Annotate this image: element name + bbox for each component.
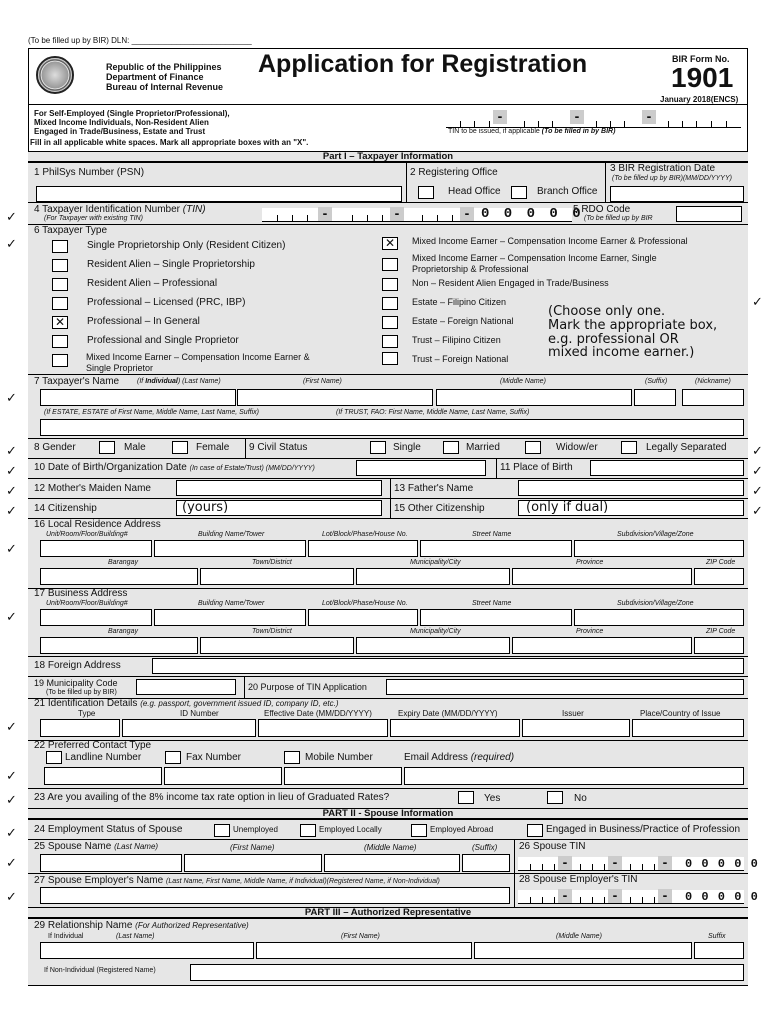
address-caption: Subdivision/Village/Zone — [617, 531, 694, 538]
check-icon: ✓ — [6, 719, 17, 734]
type-label-line-2: Proprietorship & Professional — [412, 264, 529, 274]
check-icon: ✓ — [6, 236, 17, 251]
no-checkbox[interactable] — [547, 791, 563, 804]
type-checkbox[interactable] — [52, 240, 68, 253]
field-4-label: 4 Taxpayer Identification Number (TIN) — [34, 204, 206, 215]
yes-checkbox[interactable] — [458, 791, 474, 804]
id-column-caption: Effective Date (MM/DD/YYYY) — [264, 709, 372, 718]
form-date: January 2018(ENCS) — [660, 95, 739, 104]
mother-name-field[interactable] — [176, 480, 382, 496]
business-street-field[interactable] — [420, 609, 572, 626]
first-name-caption: (First Name) — [303, 378, 342, 385]
branch-office-label: Branch Office — [537, 186, 598, 197]
annotation-line: e.g. professional OR — [548, 332, 679, 347]
separated-checkbox[interactable] — [621, 441, 637, 454]
rep-suffix-field[interactable] — [694, 942, 744, 959]
residence-lot-field[interactable] — [308, 540, 418, 557]
type-checkbox[interactable] — [52, 259, 68, 272]
head-office-label: Head Office — [448, 186, 501, 197]
field-11-label: 11 Place of Birth — [500, 462, 573, 473]
id-expiry-date-field[interactable] — [390, 719, 520, 737]
business-barangay-field[interactable] — [40, 637, 198, 654]
field-2-label: 2 Registering Office — [410, 167, 498, 178]
field-26-label: 26 Spouse TIN — [519, 841, 586, 852]
field-24-label: 24 Employment Status of Spouse — [34, 824, 183, 835]
residence-building-field[interactable] — [154, 540, 306, 557]
residence-barangay-field[interactable] — [40, 568, 198, 585]
business-building-field[interactable] — [154, 609, 306, 626]
field-20-label: 20 Purpose of TIN Application — [248, 682, 367, 692]
check-icon: ✓ — [752, 443, 763, 458]
type-label: Non – Resident Alien Engaged in Trade/Business — [412, 278, 609, 288]
annotation-line: mixed income earner.) — [548, 345, 695, 360]
field-29-label: 29 Relationship Name (For Authorized Representative) — [34, 920, 249, 931]
part-3-header: PART III – Authorized Representative — [28, 907, 748, 918]
id-column-caption: Expiry Date (MM/DD/YYYY) — [398, 709, 498, 718]
fax-checkbox[interactable] — [165, 751, 181, 764]
type-label: Professional – Licensed (PRC, IBP) — [87, 297, 246, 308]
field-9-label: 9 Civil Status — [249, 442, 308, 453]
estate-note: (If ESTATE, ESTATE of First Name, Middle Name, Last Name, Suffix) — [44, 409, 259, 416]
unemployed-label: Unemployed — [233, 825, 278, 834]
dln-label: (To be filled up by BIR) DLN: ___________________________ — [28, 36, 252, 45]
address-caption: Barangay — [108, 559, 138, 566]
republic-label: Republic of the Philippines — [106, 62, 222, 72]
type-label: Mixed Income Earner – Compensation Income Earner & — [86, 352, 310, 362]
address-caption: Unit/Room/Floor/Building# — [46, 600, 128, 607]
form-number: 1901 — [671, 62, 734, 93]
psn-field[interactable] — [36, 186, 402, 202]
field-23-label: 23 Are you availing of the 8% income tax rate option in lieu of Graduated Rates? — [34, 792, 390, 803]
check-icon: ✓ — [6, 463, 17, 478]
business-lot-field[interactable] — [308, 609, 418, 626]
bureau-label: Bureau of Internal Revenue — [106, 82, 224, 92]
type-label: Mixed Income Earner – Compensation Income Earner, Single — [412, 253, 657, 263]
male-checkbox[interactable] — [99, 441, 115, 454]
field-7-if: (If Individual) (Last Name) — [137, 378, 221, 385]
tin-separator: - — [570, 110, 584, 124]
field-3-label: 3 BIR Registration Date — [610, 163, 716, 174]
female-checkbox[interactable] — [172, 441, 188, 454]
type-checkbox[interactable] — [382, 316, 398, 329]
address-caption: Subdivision/Village/Zone — [617, 600, 694, 607]
mobile-field[interactable] — [284, 767, 402, 785]
field-8-label: 8 Gender — [34, 442, 76, 453]
employed-abroad-label: Employed Abroad — [430, 825, 494, 834]
type-label: Resident Alien – Professional — [87, 278, 218, 289]
field-5-note: (To be filled up by BIR — [584, 215, 653, 222]
field-1-label: 1 PhilSys Number (PSN) — [34, 167, 145, 178]
check-icon: ✓ — [6, 825, 17, 840]
field-14-label: 14 Citizenship — [34, 503, 97, 514]
id-type-field[interactable] — [40, 719, 120, 737]
field-19-note: (To be filled up by BIR) — [46, 689, 117, 696]
suffix-caption: (Suffix) — [645, 378, 668, 385]
first-name-field[interactable] — [237, 389, 433, 406]
type-checkbox[interactable] — [52, 335, 68, 348]
employed-abroad-checkbox[interactable] — [411, 824, 427, 837]
business-checkbox[interactable] — [527, 824, 543, 837]
spouse-first-name-field[interactable] — [184, 854, 322, 872]
id-effective-date-field[interactable] — [258, 719, 388, 737]
id-column-caption: Issuer — [562, 709, 584, 718]
landline-checkbox[interactable] — [46, 751, 62, 764]
residence-subdivision-field[interactable] — [574, 540, 744, 557]
field-12-label: 12 Mother's Maiden Name — [34, 483, 151, 494]
father-name-field[interactable] — [518, 480, 744, 496]
suffix-caption: Suffix — [708, 933, 726, 940]
field-15-label: 15 Other Citizenship — [394, 503, 485, 514]
business-subdivision-field[interactable] — [574, 609, 744, 626]
widow-label: Widow/er — [556, 442, 598, 453]
address-caption: Building Name/Tower — [198, 600, 265, 607]
middle-name-caption: (Middle Name) — [364, 843, 417, 852]
field-19-label: 19 Municipality Code — [34, 678, 118, 688]
type-label: Trust – Filipino Citizen — [412, 335, 501, 345]
spouse-employer-name-field[interactable] — [40, 887, 510, 904]
address-caption: Street Name — [472, 531, 512, 538]
check-icon: ✓ — [6, 609, 17, 624]
check-icon: ✓ — [752, 483, 763, 498]
fax-label: Fax Number — [186, 752, 242, 763]
branch-office-checkbox[interactable] — [511, 186, 527, 199]
address-caption: Building Name/Tower — [198, 531, 265, 538]
check-icon: ✓ — [6, 768, 17, 783]
address-caption: Town/District — [252, 559, 292, 566]
rep-last-name-field[interactable] — [40, 942, 254, 959]
type-checkbox[interactable] — [52, 354, 68, 367]
part-2-header: PART II - Spouse Information — [28, 808, 748, 819]
estate-trust-name-field[interactable] — [40, 419, 744, 436]
type-label: Trust – Foreign National — [412, 354, 509, 364]
tin-separator: - — [608, 889, 622, 903]
annotation-line: (Choose only one. — [548, 304, 666, 319]
other-citizenship-value: (only if dual) — [526, 500, 609, 515]
married-label: Married — [466, 442, 500, 453]
type-checkbox[interactable]: ✕ — [52, 316, 68, 329]
address-caption: Province — [576, 559, 604, 566]
single-checkbox[interactable] — [370, 441, 386, 454]
tin-separator: - — [642, 110, 656, 124]
mobile-checkbox[interactable] — [284, 751, 300, 764]
field-6-label: 6 Taxpayer Type — [34, 225, 108, 236]
type-checkbox[interactable] — [52, 297, 68, 310]
type-checkbox[interactable] — [52, 278, 68, 291]
business-label: Engaged in Business/Practice of Profession — [546, 824, 740, 835]
annotation-line: Mark the appropriate box, — [548, 318, 718, 333]
landline-field[interactable] — [44, 767, 162, 785]
type-checkbox[interactable] — [382, 258, 398, 271]
birth-place-field[interactable] — [590, 460, 744, 476]
field-10-label: 10 Date of Birth/Organization Date (In case of Estate/Trust) (MM/DD/YYYY) — [34, 462, 315, 473]
tin-separator: - — [390, 207, 404, 221]
unemployed-checkbox[interactable] — [214, 824, 230, 837]
check-icon: ✓ — [6, 209, 17, 224]
tin-purpose-field[interactable] — [386, 679, 744, 695]
form-title: Application for Registration — [258, 50, 588, 78]
field-25-label: 25 Spouse Name (Last Name) — [34, 841, 159, 852]
residence-province-field[interactable] — [512, 568, 692, 585]
type-label: Estate – Foreign National — [412, 316, 514, 326]
field-5-label: 5 RDO Code — [573, 204, 631, 215]
instructions: Fill in all applicable white spaces. Mark all appropriate boxes with an "X". — [30, 138, 309, 147]
type-label: Estate – Filipino Citizen — [412, 297, 507, 307]
id-column-caption: ID Number — [180, 709, 219, 718]
address-caption: Barangay — [108, 628, 138, 635]
last-name-field[interactable] — [40, 389, 236, 406]
citizenship-value: (yours) — [182, 500, 229, 515]
residence-street-field[interactable] — [420, 540, 572, 557]
address-caption: Town/District — [252, 628, 292, 635]
check-icon: ✓ — [6, 792, 17, 807]
address-caption: ZIP Code — [706, 628, 736, 635]
address-caption: Municipality/City — [410, 628, 461, 635]
id-place-field[interactable] — [632, 719, 744, 737]
check-icon: ✓ — [6, 390, 17, 405]
spouse-suffix-field[interactable] — [462, 854, 510, 872]
part-1-header: Part I – Taxpayer Information — [28, 151, 748, 162]
applicability-line-2: Mixed Income Individuals, Non-Resident Alien — [34, 118, 209, 127]
bir-seal-icon — [36, 56, 74, 94]
id-number-field[interactable] — [122, 719, 256, 737]
first-name-caption: (First Name) — [341, 933, 380, 940]
check-icon: ✓ — [6, 541, 17, 556]
email-label: Email Address (required) — [404, 752, 515, 763]
male-label: Male — [124, 442, 146, 453]
field-21-label: 21 Identification Details (e.g. passport, government issued ID, company ID, etc.) — [34, 698, 339, 709]
applicability-line-1: For Self-Employed (Single Proprietor/Professional), — [34, 109, 230, 118]
address-caption: Street Name — [472, 600, 512, 607]
suffix-caption: (Suffix) — [472, 843, 498, 852]
tin-separator: - — [658, 856, 672, 870]
residence-city-field[interactable] — [356, 568, 510, 585]
field-4-note: (For Taxpayer with existing TIN) — [44, 215, 143, 222]
business-town-field[interactable] — [200, 637, 354, 654]
id-issuer-field[interactable] — [522, 719, 630, 737]
check-icon: ✓ — [6, 443, 17, 458]
field-3-note: (To be filled up by BIR)(MM/DD/YYYY) — [612, 175, 732, 182]
field-22-label: 22 Preferred Contact Type — [34, 740, 152, 751]
field-13-label: 13 Father's Name — [394, 483, 474, 494]
nickname-caption: (Nickname) — [695, 378, 731, 385]
tin-separator: - — [318, 207, 332, 221]
spouse-middle-name-field[interactable] — [324, 854, 460, 872]
field-16-label: 16 Local Residence Address — [34, 519, 161, 530]
mobile-label: Mobile Number — [305, 752, 373, 763]
non-individual-caption: If Non-Individual (Registered Name) — [44, 967, 156, 974]
if-individual-caption: If Individual — [48, 933, 84, 940]
separated-label: Legally Separated — [646, 442, 727, 453]
field-18-label: 18 Foreign Address — [34, 660, 121, 671]
last-name-caption: (Last Name) — [116, 933, 155, 940]
address-caption: Municipality/City — [410, 559, 461, 566]
tin-separator: - — [658, 889, 672, 903]
residence-zip-field[interactable] — [694, 568, 744, 585]
type-checkbox[interactable] — [382, 297, 398, 310]
rep-registered-name-field[interactable] — [190, 964, 744, 981]
applicability-line-3: Engaged in Trade/Business, Estate and Trust — [34, 127, 206, 136]
business-zip-field[interactable] — [694, 637, 744, 654]
address-caption: ZIP Code — [706, 559, 736, 566]
trust-note: (If TRUST, FAO: First Name, Middle Name, Last Name, Suffix) — [336, 409, 530, 416]
suffix-field[interactable] — [634, 389, 676, 406]
address-caption: Unit/Room/Floor/Building# — [46, 531, 128, 538]
spouse-last-name-field[interactable] — [40, 854, 182, 872]
check-icon: ✓ — [752, 503, 763, 518]
form-no-label: BIR Form No. — [672, 54, 730, 64]
middle-name-caption: (Middle Name) — [556, 933, 602, 940]
field-28-label: 28 Spouse Employer's TIN — [519, 874, 638, 885]
rep-middle-name-field[interactable] — [474, 942, 692, 959]
check-icon: ✓ — [6, 855, 17, 870]
foreign-address-field[interactable] — [152, 658, 744, 674]
type-checkbox[interactable] — [382, 352, 398, 365]
field-7-label: 7 Taxpayer's Name — [34, 376, 120, 387]
residence-unit-field[interactable] — [40, 540, 152, 557]
tin-branch-code: 0 0 0 0 0 — [481, 206, 584, 222]
tin-separator: - — [493, 110, 507, 124]
married-checkbox[interactable] — [443, 441, 459, 454]
landline-label: Landline Number — [65, 752, 142, 763]
female-label: Female — [196, 442, 230, 453]
tin-separator: - — [608, 856, 622, 870]
first-name-caption: (First Name) — [230, 843, 275, 852]
yes-label: Yes — [484, 793, 501, 804]
rdo-code-field[interactable] — [676, 206, 742, 222]
middle-name-field[interactable] — [436, 389, 632, 406]
business-province-field[interactable] — [512, 637, 692, 654]
head-office-checkbox[interactable] — [418, 186, 434, 199]
check-icon: ✓ — [6, 889, 17, 904]
type-label: Professional and Single Proprietor — [87, 335, 239, 346]
email-field[interactable] — [404, 767, 744, 785]
issued-tin-field[interactable] — [446, 114, 741, 128]
middle-name-caption: (Middle Name) — [500, 378, 546, 385]
address-caption: Lot/Block/Phase/House No. — [322, 531, 408, 538]
nickname-field[interactable] — [682, 389, 744, 406]
spouse-tin-branch-code: 0 0 0 0 0 — [685, 857, 759, 871]
field-27-label: 27 Spouse Employer's Name (Last Name, First Name, Middle Name, if Individual)(Registered Name, if Non-Individual) — [34, 875, 440, 886]
residence-town-field[interactable] — [200, 568, 354, 585]
type-label: Resident Alien – Single Proprietorship — [87, 259, 255, 270]
employed-locally-label: Employed Locally — [319, 825, 382, 834]
tin-separator: - — [460, 207, 474, 221]
tin-note: TIN to be issued, if applicable (To be filled in by BIR) — [448, 128, 616, 135]
single-label: Single — [393, 442, 421, 453]
address-caption: Province — [576, 628, 604, 635]
type-label-line-2: Single Proprietor — [86, 363, 154, 373]
id-column-caption: Place/Country of Issue — [640, 709, 721, 718]
registration-date-field[interactable] — [610, 186, 744, 202]
business-city-field[interactable] — [356, 637, 510, 654]
header-divider — [28, 104, 748, 105]
tin-separator: - — [558, 889, 572, 903]
employer-tin-branch-code: 0 0 0 0 0 — [685, 890, 759, 904]
type-checkbox[interactable] — [382, 278, 398, 291]
field-17-label: 17 Business Address — [34, 588, 128, 599]
check-icon: ✓ — [6, 503, 17, 518]
type-checkbox[interactable] — [382, 335, 398, 348]
type-label: Professional – In General — [87, 316, 200, 327]
department-label: Department of Finance — [106, 72, 204, 82]
check-icon: ✓ — [752, 294, 763, 309]
check-icon: ✓ — [6, 483, 17, 498]
no-label: No — [574, 793, 587, 804]
type-checkbox[interactable]: ✕ — [382, 237, 398, 250]
birth-date-field[interactable] — [356, 460, 486, 476]
type-label: Single Proprietorship Only (Resident Citizen) — [87, 240, 286, 251]
employed-locally-checkbox[interactable] — [300, 824, 316, 837]
check-icon: ✓ — [752, 463, 763, 478]
municipality-code-field[interactable] — [136, 679, 236, 695]
id-column-caption: Type — [78, 709, 96, 718]
widow-checkbox[interactable] — [525, 441, 541, 454]
address-caption: Lot/Block/Phase/House No. — [322, 600, 408, 607]
tin-separator: - — [558, 856, 572, 870]
rep-first-name-field[interactable] — [256, 942, 472, 959]
business-unit-field[interactable] — [40, 609, 152, 626]
type-label: Mixed Income Earner – Compensation Income Earner & Professional — [412, 236, 688, 246]
fax-field[interactable] — [164, 767, 282, 785]
